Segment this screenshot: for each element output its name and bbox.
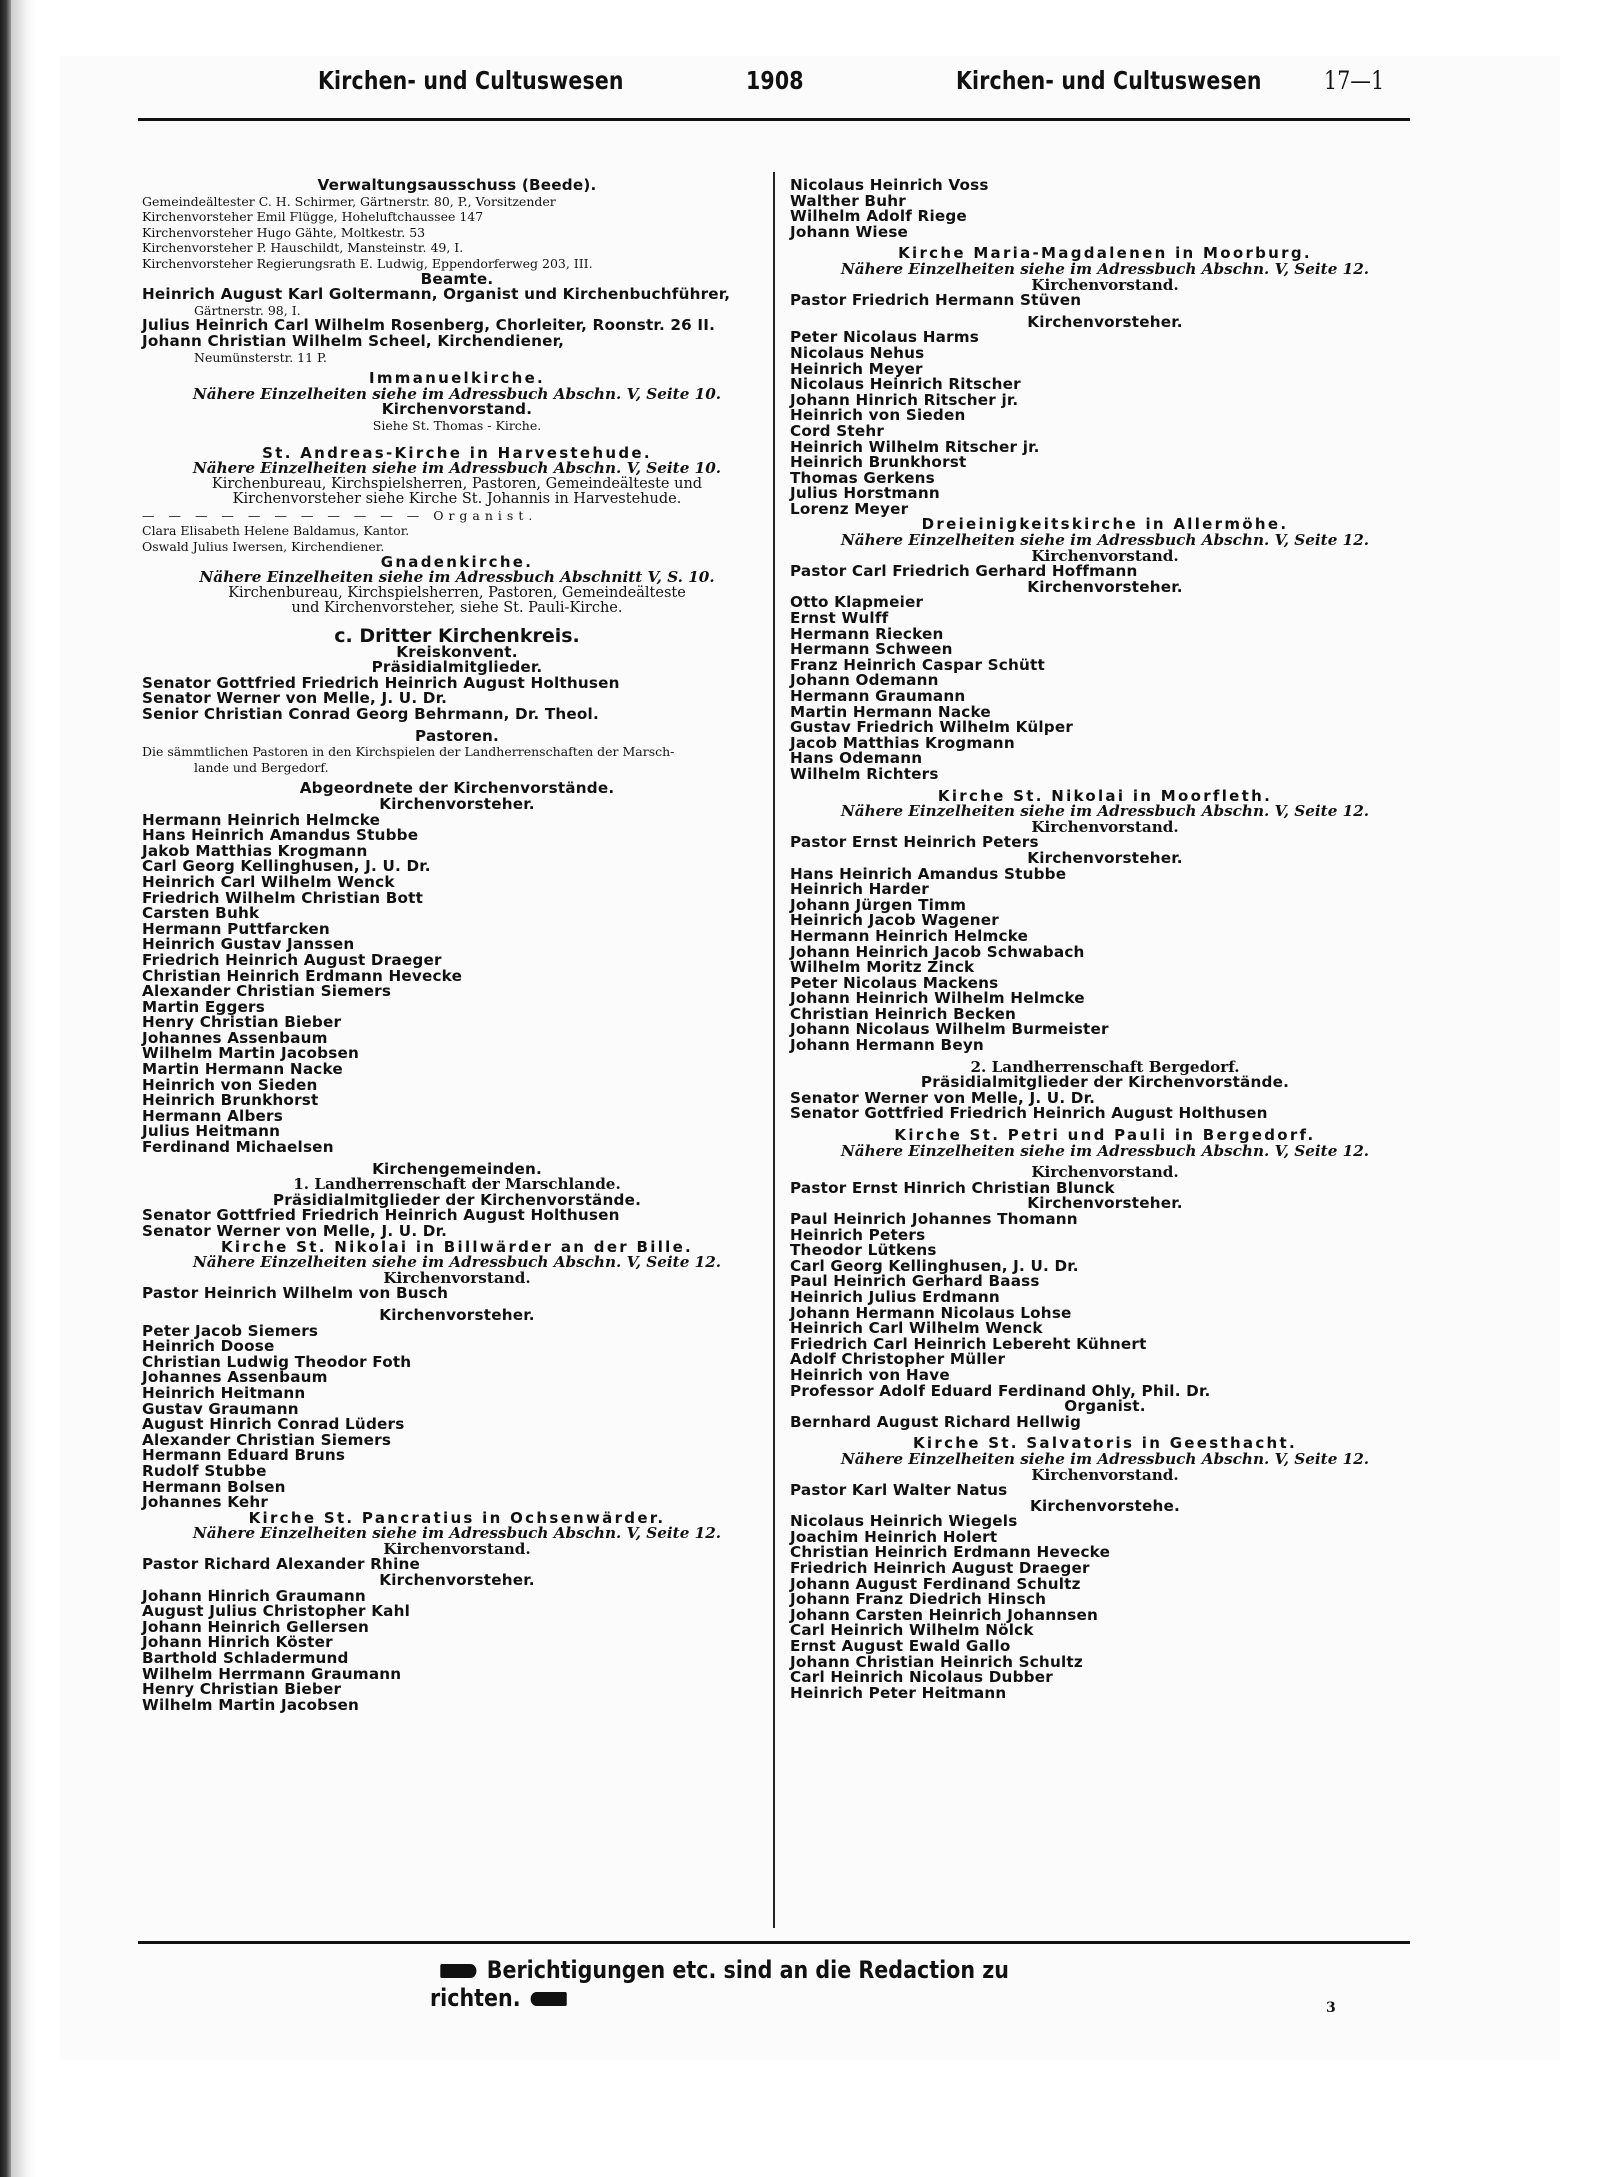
text-line: Henry Christian Bieber: [142, 1013, 342, 1032]
text-line: Hermann Eduard Bruns: [142, 1446, 346, 1465]
section-heading: Kirchenvorstand.: [381, 400, 533, 419]
section-heading: Abgeordnete der Kirchenvorstände.: [299, 779, 615, 798]
text-line: Wilhelm Herrmann Graumann: [142, 1664, 402, 1683]
text-line: Martin Hermann Nacke: [790, 702, 991, 721]
section-heading: Präsidialmitglieder der Kirchenvorstände.: [920, 1073, 1290, 1092]
text-line: Julius Horstmann: [790, 484, 940, 503]
text-line: Julius Heitmann: [142, 1122, 281, 1141]
text-line: Nicolaus Heinrich Ritscher: [790, 375, 1021, 394]
section-heading: Kirchenvorstand.: [383, 1539, 531, 1558]
text-line: Walther Buhr: [790, 191, 906, 210]
section-heading: Kirche St. Salvatoris in Geesthacht.: [913, 1434, 1297, 1453]
text-line: Nicolaus Nehus: [790, 343, 925, 362]
text-line: Paul Heinrich Gerhard Baass: [790, 1272, 1040, 1291]
text-line: August Hinrich Conrad Lüders: [142, 1415, 405, 1434]
text-line: Friedrich Wilhelm Christian Bott: [142, 888, 424, 907]
text-line: Pastor Ernst Heinrich Peters: [790, 833, 1039, 852]
section-heading: c. Dritter Kirchenkreis.: [334, 625, 580, 648]
section-heading: Kirchenvorstand.: [1031, 1163, 1179, 1182]
text-line: Johann Odemann: [790, 671, 939, 690]
section-heading: 2. Landherrenschaft Bergedorf.: [970, 1057, 1240, 1076]
text-line: Johannes Assenbaum: [142, 1028, 328, 1047]
section-heading: Präsidialmitglieder der Kirchenvorstände.: [272, 1190, 642, 1209]
section-heading: Kirche Maria-Magdalenen in Moorburg.: [898, 244, 1312, 263]
text-line: Jakob Matthias Krogmann: [142, 841, 368, 860]
text-line: Heinrich von Sieden: [790, 406, 966, 425]
header-right-title: Kirchen- und Cultuswesen: [956, 66, 1262, 95]
text-line: Heinrich Heitmann: [142, 1383, 306, 1402]
text-line: Barthold Schladermund: [142, 1649, 349, 1668]
text-line: Johann Carsten Heinrich Johannsen: [790, 1605, 1098, 1624]
text-line: Ferdinand Michaelsen: [142, 1138, 334, 1157]
text-line: Pastor Richard Alexander Rhine: [142, 1555, 420, 1574]
section-heading: Kirchenvorsteher.: [379, 794, 535, 813]
text-line: Nicolaus Heinrich Voss: [790, 176, 989, 194]
text-line: Julius Heinrich Carl Wilhelm Rosenberg, Chorleiter, Roonstr. 26 II.: [142, 316, 716, 335]
header-page-number: 17—1: [1324, 66, 1385, 95]
section-heading: Nähere Einzelheiten siehe im Adressbuch Abschn. V, Seite 10.: [192, 384, 722, 403]
section-heading: Nähere Einzelheiten siehe im Adressbuch Abschn. V, Seite 12.: [192, 1253, 722, 1272]
section-heading: Kirchenvorsteher.: [1027, 1194, 1183, 1213]
text-line: Heinrich Peter Heitmann: [790, 1683, 1007, 1702]
text-line: Senator Gottfried Friedrich Heinrich August Holthusen: [790, 1104, 1268, 1123]
text-line: Peter Nicolaus Harms: [790, 328, 980, 347]
text-line: Gustav Friedrich Wilhelm Külper: [790, 718, 1074, 737]
bottom-rule: [138, 1941, 1410, 1944]
text-line: Johann Hinrich Ritscher jr.: [790, 390, 1019, 409]
text-line: Joachim Heinrich Holert: [790, 1527, 998, 1546]
section-heading: Nähere Einzelheiten siehe im Adressbuch Abschn. V, Seite 12.: [840, 1449, 1370, 1468]
text-line: Johann Jürgen Timm: [790, 895, 967, 914]
text-line: Hermann Riecken: [790, 624, 944, 643]
text-line: Carl Georg Kellinghusen, J. U. Dr.: [790, 1256, 1079, 1275]
text-line: Kirchenvorsteher Hugo Gähte, Moltkestr. 53: [142, 224, 426, 240]
text-line: Heinrich Peters: [790, 1225, 926, 1244]
text-line: Pastor Heinrich Wilhelm von Busch: [142, 1284, 449, 1303]
text-line: Thomas Gerkens: [790, 468, 935, 487]
section-heading: Präsidialmitglieder.: [371, 658, 543, 677]
section-heading: Kirche St. Pancratius in Ochsenwärder.: [248, 1508, 666, 1527]
text-line: Otto Klapmeier: [790, 593, 924, 612]
text-line: Heinrich Gustav Janssen: [142, 935, 355, 954]
page-header: [80, 66, 1400, 104]
text-line: Hans Heinrich Amandus Stubbe: [790, 864, 1067, 883]
section-heading: Kirchenbureau, Kirchspielsherren, Pastoren, Gemeindeälteste: [228, 584, 686, 601]
text-line: — — — — — — — — — — — Organist.: [142, 507, 538, 523]
section-heading: Kirchenbureau, Kirchspielsherren, Pastoren, Gemeindeälteste und: [211, 475, 703, 492]
text-line: Carl Georg Kellinghusen, J. U. Dr.: [142, 857, 431, 876]
section-heading: Immanuelkirche.: [368, 369, 546, 388]
text-line: Johann Wiese: [790, 222, 909, 241]
text-line: Bernhard August Richard Hellwig: [790, 1412, 1082, 1431]
section-heading: Nähere Einzelheiten siehe im Adressbuch Abschn. V, Seite 12.: [840, 531, 1370, 550]
section-heading: Kirche St. Nikolai in Billwärder an der Bille.: [220, 1237, 694, 1256]
pointing-hand-icon: [440, 1964, 476, 1978]
text-line: Wilhelm Moritz Zinck: [790, 958, 975, 977]
section-heading: Kirchenvorsteher.: [1027, 848, 1183, 867]
section-heading: Nähere Einzelheiten siehe im Adressbuch Abschn. V, Seite 10.: [192, 459, 722, 478]
text-line: Lorenz Meyer: [790, 499, 909, 518]
text-line: Friedrich Carl Heinrich Lebereht Kühnert: [790, 1334, 1147, 1353]
section-heading: Verwaltungsausschuss (Beede).: [317, 176, 597, 194]
text-line: Ernst Wulff: [790, 609, 889, 628]
text-line: Johann Heinrich Gellersen: [142, 1617, 370, 1636]
text-line: Heinrich Harder: [790, 880, 929, 899]
text-line: Senator Werner von Melle, J. U. Dr.: [142, 1222, 448, 1240]
text-line: Franz Heinrich Caspar Schütt: [790, 655, 1045, 674]
text-line: Pastor Ernst Hinrich Christian Blunck: [790, 1178, 1115, 1197]
text-line: Christian Ludwig Theodor Foth: [142, 1352, 412, 1371]
text-line: Johannes Assenbaum: [142, 1368, 328, 1387]
text-line: Theodor Lütkens: [790, 1241, 937, 1260]
text-line: Johann August Ferdinand Schultz: [790, 1574, 1081, 1593]
text-line: Henry Christian Bieber: [142, 1680, 342, 1699]
text-line: Heinrich August Karl Goltermann, Organist und Kirchenbuchführer,: [142, 285, 731, 304]
section-heading: Kirchenvorsteher siehe Kirche St. Johannis in Harvestehude.: [232, 491, 682, 508]
footer-note: [430, 1956, 1066, 2012]
text-line: Gemeindeältester C. H. Schirmer, Gärtnerstr. 80, P., Vorsitzender: [142, 193, 556, 209]
text-line: Hermann Puttfarcken: [142, 919, 330, 938]
text-line: Johann Hinrich Köster: [142, 1633, 333, 1652]
section-heading: Kirchengemeinden.: [372, 1159, 542, 1178]
text-line: Senator Werner von Melle, J. U. Dr.: [142, 689, 448, 708]
section-heading: und Kirchenvorsteher, siehe St. Pauli-Kirche.: [291, 600, 623, 617]
text-line: Hermann Bolsen: [142, 1477, 286, 1496]
text-line: Heinrich Meyer: [790, 359, 923, 378]
text-line: Martin Eggers: [142, 997, 265, 1016]
text-line: Johann Hermann Beyn: [790, 1036, 984, 1055]
text-line: lande und Bergedorf.: [194, 759, 329, 775]
text-line: Hermann Heinrich Helmcke: [790, 926, 1029, 945]
section-heading: Kirchenvorstand.: [1031, 546, 1179, 565]
text-line: Rudolf Stubbe: [142, 1461, 267, 1480]
section-heading: Kreiskonvent.: [396, 642, 518, 661]
section-heading: Kirchenvorstand.: [1031, 1465, 1179, 1484]
section-heading: Nähere Einzelheiten siehe im Adressbuch Abschn. V, Seite 12.: [840, 259, 1370, 278]
text-line: Wilhelm Adolf Riege: [790, 207, 967, 226]
text-line: Hans Odemann: [790, 749, 923, 768]
text-line: Ernst August Ewald Gallo: [790, 1637, 1011, 1656]
text-line: Senior Christian Conrad Georg Behrmann, Dr. Theol.: [142, 705, 599, 723]
text-line: Heinrich Brunkhorst: [142, 1091, 319, 1110]
section-heading: Kirchenvorsteher.: [1027, 312, 1183, 331]
text-line: Heinrich Carl Wilhelm Wenck: [790, 1319, 1043, 1338]
section-heading: Nähere Einzelheiten siehe im Adressbuch Abschn. V, Seite 12.: [840, 1141, 1370, 1160]
header-left-title: Kirchen- und Cultuswesen: [318, 66, 624, 95]
text-line: Gärtnerstr. 98, I.: [194, 302, 301, 318]
text-line: Clara Elisabeth Helene Baldamus, Kantor.: [142, 523, 410, 539]
section-heading: Kirche St. Nikolai in Moorfleth.: [937, 786, 1273, 805]
section-heading: Kirchenvorstand.: [1031, 275, 1179, 294]
text-line: Wilhelm Martin Jacobsen: [142, 1044, 359, 1063]
section-heading: Dreieinigkeitskirche in Allermöhe.: [921, 515, 1289, 534]
text-line: Hermann Schween: [790, 640, 953, 659]
text-line: Wilhelm Martin Jacobsen: [142, 1695, 359, 1714]
text-line: Johannes Kehr: [142, 1493, 269, 1512]
text-line: Wilhelm Richters: [790, 764, 939, 783]
text-line: Hans Heinrich Amandus Stubbe: [142, 826, 419, 845]
section-heading: Kirchenvorstand.: [383, 1268, 531, 1287]
text-line: Kirchenvorsteher Emil Flügge, Hoheluftchaussee 147: [142, 209, 484, 225]
text-line: Friedrich Heinrich August Draeger: [142, 950, 442, 969]
section-heading: Pastoren.: [415, 726, 499, 745]
text-line: Christian Heinrich Erdmann Hevecke: [790, 1543, 1111, 1562]
right-column: [790, 178, 1420, 1701]
text-line: Kirchenvorsteher P. Hauschildt, Mansteinstr. 49, I.: [142, 240, 464, 256]
text-line: Jacob Matthias Krogmann: [790, 733, 1015, 752]
section-heading: Beamte.: [420, 269, 494, 288]
text-line: Carl Heinrich Wilhelm Nölck: [790, 1621, 1034, 1640]
header-rule: [138, 118, 1410, 121]
text-line: Heinrich Jacob Wagener: [790, 911, 999, 930]
text-line: Christian Heinrich Erdmann Hevecke: [142, 966, 463, 985]
text-line: Heinrich Julius Erdmann: [790, 1287, 1000, 1306]
left-column: [142, 178, 772, 1713]
page-mark: 3: [1326, 2000, 1336, 2016]
text-line: Die sämmtlichen Pastoren in den Kirchspielen der Landherrenschaften der Marsch-: [142, 744, 675, 760]
text-line: Professor Adolf Eduard Ferdinand Ohly, Phil. Dr.: [790, 1381, 1211, 1400]
pointing-hand-icon: [531, 1992, 567, 2006]
text-line: Peter Jacob Siemers: [142, 1321, 319, 1340]
section-heading: Nähere Einzelheiten siehe im Adressbuch Abschn. V, Seite 12.: [840, 802, 1370, 821]
text-line: Johann Hermann Nicolaus Lohse: [790, 1303, 1072, 1322]
text-line: Martin Hermann Nacke: [142, 1060, 343, 1079]
header-year: 1908: [746, 66, 804, 95]
text-line: Oswald Julius Iwersen, Kirchendiener.: [142, 539, 385, 555]
text-line: Johann Nicolaus Wilhelm Burmeister: [790, 1020, 1109, 1039]
text-line: Heinrich Carl Wilhelm Wenck: [142, 872, 395, 891]
text-line: Adolf Christopher Müller: [790, 1350, 1006, 1369]
section-heading: Siehe St. Thomas - Kirche.: [372, 417, 542, 433]
text-line: Hermann Albers: [142, 1106, 283, 1125]
text-line: Heinrich Brunkhorst: [790, 453, 967, 472]
text-line: Kirchenvorsteher Regierungsrath E. Ludwig, Eppendorferweg 203, III.: [142, 255, 593, 271]
text-line: Senator Gottfried Friedrich Heinrich August Holthusen: [142, 673, 620, 692]
text-line: Paul Heinrich Johannes Thomann: [790, 1210, 1078, 1228]
scan-shadow: [12, 0, 36, 2177]
section-heading: 1. Landherrenschaft der Marschlande.: [293, 1175, 621, 1194]
text-line: Johann Franz Diedrich Hinsch: [790, 1590, 1047, 1609]
text-line: Senator Gottfried Friedrich Heinrich August Holthusen: [142, 1206, 620, 1225]
text-line: Pastor Friedrich Hermann Stüven: [790, 291, 1082, 310]
text-line: Carl Heinrich Nicolaus Dubber: [790, 1668, 1053, 1687]
text-line: Nicolaus Heinrich Wiegels: [790, 1512, 1018, 1531]
text-line: Johann Hinrich Graumann: [142, 1586, 366, 1605]
text-line: August Julius Christopher Kahl: [142, 1602, 411, 1621]
section-heading: Kirchenvorsteher.: [379, 1571, 535, 1590]
text-line: Hermann Graumann: [790, 687, 966, 705]
text-line: Johann Christian Wilhelm Scheel, Kirchendiener,: [142, 331, 565, 350]
text-line: Johann Heinrich Jacob Schwabach: [790, 942, 1085, 961]
section-heading: Kirchenvorsteher.: [1027, 577, 1183, 596]
text-line: Johann Christian Heinrich Schultz: [790, 1652, 1083, 1671]
text-line: Heinrich Doose: [142, 1337, 275, 1356]
column-divider: [773, 172, 775, 1928]
text-line: Senator Werner von Melle, J. U. Dr.: [790, 1088, 1096, 1107]
text-line: Heinrich von Have: [790, 1365, 950, 1384]
section-heading: Nähere Einzelheiten siehe im Adressbuch Abschn. V, Seite 12.: [192, 1524, 722, 1543]
section-heading: Gnadenkirche.: [380, 552, 534, 571]
footer-note-text: Berichtigungen etc. sind an die Redaction zu richten.: [430, 1956, 1009, 2012]
section-heading: Kirchenvorstand.: [1031, 817, 1179, 836]
text-line: Alexander Christian Siemers: [142, 982, 392, 1001]
section-heading: Kirchenvorsteher.: [379, 1305, 535, 1324]
section-heading: Nähere Einzelheiten siehe im Adressbuch Abschnitt V, S. 10.: [199, 568, 715, 587]
text-line: Gustav Graumann: [142, 1399, 299, 1418]
section-heading: Organist.: [1064, 1397, 1146, 1416]
text-line: Friedrich Heinrich August Draeger: [790, 1559, 1090, 1578]
text-line: Johann Heinrich Wilhelm Helmcke: [790, 989, 1085, 1008]
text-line: Carsten Buhk: [142, 904, 260, 923]
section-heading: St. Andreas-Kirche in Harvestehude.: [262, 443, 652, 462]
text-line: Neumünsterstr. 11 P.: [194, 349, 327, 365]
scan-binding-edge: [0, 0, 12, 2177]
text-line: Heinrich Wilhelm Ritscher jr.: [790, 437, 1040, 456]
text-line: Hermann Heinrich Helmcke: [142, 810, 381, 829]
section-heading: Kirche St. Petri und Pauli in Bergedorf.: [894, 1126, 1316, 1145]
text-line: Peter Nicolaus Mackens: [790, 973, 999, 992]
section-heading: Kirchenvorstehe.: [1030, 1496, 1180, 1515]
text-line: Heinrich von Sieden: [142, 1075, 318, 1094]
text-line: Pastor Carl Friedrich Gerhard Hoffmann: [790, 562, 1138, 581]
text-line: Christian Heinrich Becken: [790, 1004, 1017, 1023]
text-line: Cord Stehr: [790, 421, 885, 440]
text-line: Alexander Christian Siemers: [142, 1430, 392, 1449]
text-line: Pastor Karl Walter Natus: [790, 1481, 1008, 1500]
